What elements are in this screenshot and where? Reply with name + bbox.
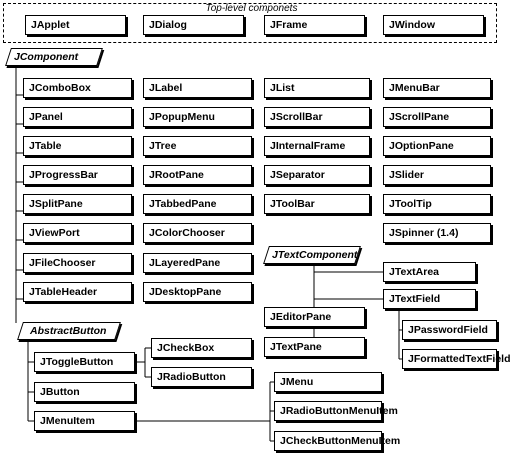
node-jcolorchooser: JColorChooser <box>143 223 252 243</box>
node-jframe: JFrame <box>264 15 365 35</box>
node-jtree: JTree <box>143 136 252 156</box>
node-jdesktoppane: JDesktopPane <box>143 282 252 302</box>
node-jtogglebutton: JToggleButton <box>34 352 135 372</box>
node-jtextfield: JTextField <box>383 289 476 309</box>
node-jlabel: JLabel <box>143 78 252 98</box>
node-jformattedtextfield: JFormattedTextField <box>402 349 497 369</box>
node-jviewport: JViewPort <box>23 223 132 243</box>
node-jtoolbar: JToolBar <box>264 194 370 214</box>
node-joptionpane: JOptionPane <box>383 136 491 156</box>
node-jtooltip: JToolTip <box>383 194 491 214</box>
node-jcheckbuttonmenuitem: JCheckButtonMenuItem <box>274 431 382 451</box>
node-jpopupmenu: JPopupMenu <box>143 107 252 127</box>
node-jtextpane: JTextPane <box>264 337 365 357</box>
node-japplet: JApplet <box>25 15 126 35</box>
node-jcomponent <box>8 48 100 66</box>
node-jradiobutton: JRadioButton <box>151 367 252 387</box>
node-abstractbutton-label: AbstractButton <box>30 325 107 337</box>
node-jtextcomponent <box>266 246 358 264</box>
node-abstractbutton <box>20 322 118 340</box>
node-jtableheader: JTableHeader <box>23 282 132 302</box>
node-jpanel: JPanel <box>23 107 132 127</box>
node-jlist: JList <box>264 78 370 98</box>
node-jbutton: JButton <box>34 382 135 402</box>
node-jradiobuttonmenuitem: JRadioButtonMenuItem <box>274 401 382 421</box>
top-level-components-title: Top-level componets <box>205 3 298 14</box>
node-jscrollbar: JScrollBar <box>264 107 370 127</box>
node-jtextarea: JTextArea <box>383 262 476 282</box>
node-jdialog: JDialog <box>143 15 244 35</box>
node-jtextcomponent-label: JTextComponent <box>272 249 358 261</box>
node-jcombobox: JComboBox <box>23 78 132 98</box>
node-jfilechooser: JFileChooser <box>23 253 132 273</box>
node-jcheckbox: JCheckBox <box>151 338 252 358</box>
node-jcomponent-label: JComponent <box>14 51 79 63</box>
node-jmenuitem: JMenuItem <box>34 411 135 431</box>
node-jtabbedpane: JTabbedPane <box>143 194 252 214</box>
node-jeditorpane: JEditorPane <box>264 307 365 327</box>
node-jrootpane: JRootPane <box>143 165 252 185</box>
node-jlayeredpane: JLayeredPane <box>143 253 252 273</box>
node-jprogressbar: JProgressBar <box>23 165 132 185</box>
node-jmenu: JMenu <box>274 372 382 392</box>
node-jseparator: JSeparator <box>264 165 370 185</box>
node-jinternalframe: JInternalFrame <box>264 136 370 156</box>
node-jmenubar: JMenuBar <box>383 78 491 98</box>
node-jwindow: JWindow <box>383 15 484 35</box>
node-jspinner: JSpinner (1.4) <box>383 223 491 243</box>
node-jslider: JSlider <box>383 165 491 185</box>
node-jtable: JTable <box>23 136 132 156</box>
node-jscrollpane: JScrollPane <box>383 107 491 127</box>
node-jpasswordfield: JPasswordField <box>402 320 497 340</box>
node-jsplitpane: JSplitPane <box>23 194 132 214</box>
